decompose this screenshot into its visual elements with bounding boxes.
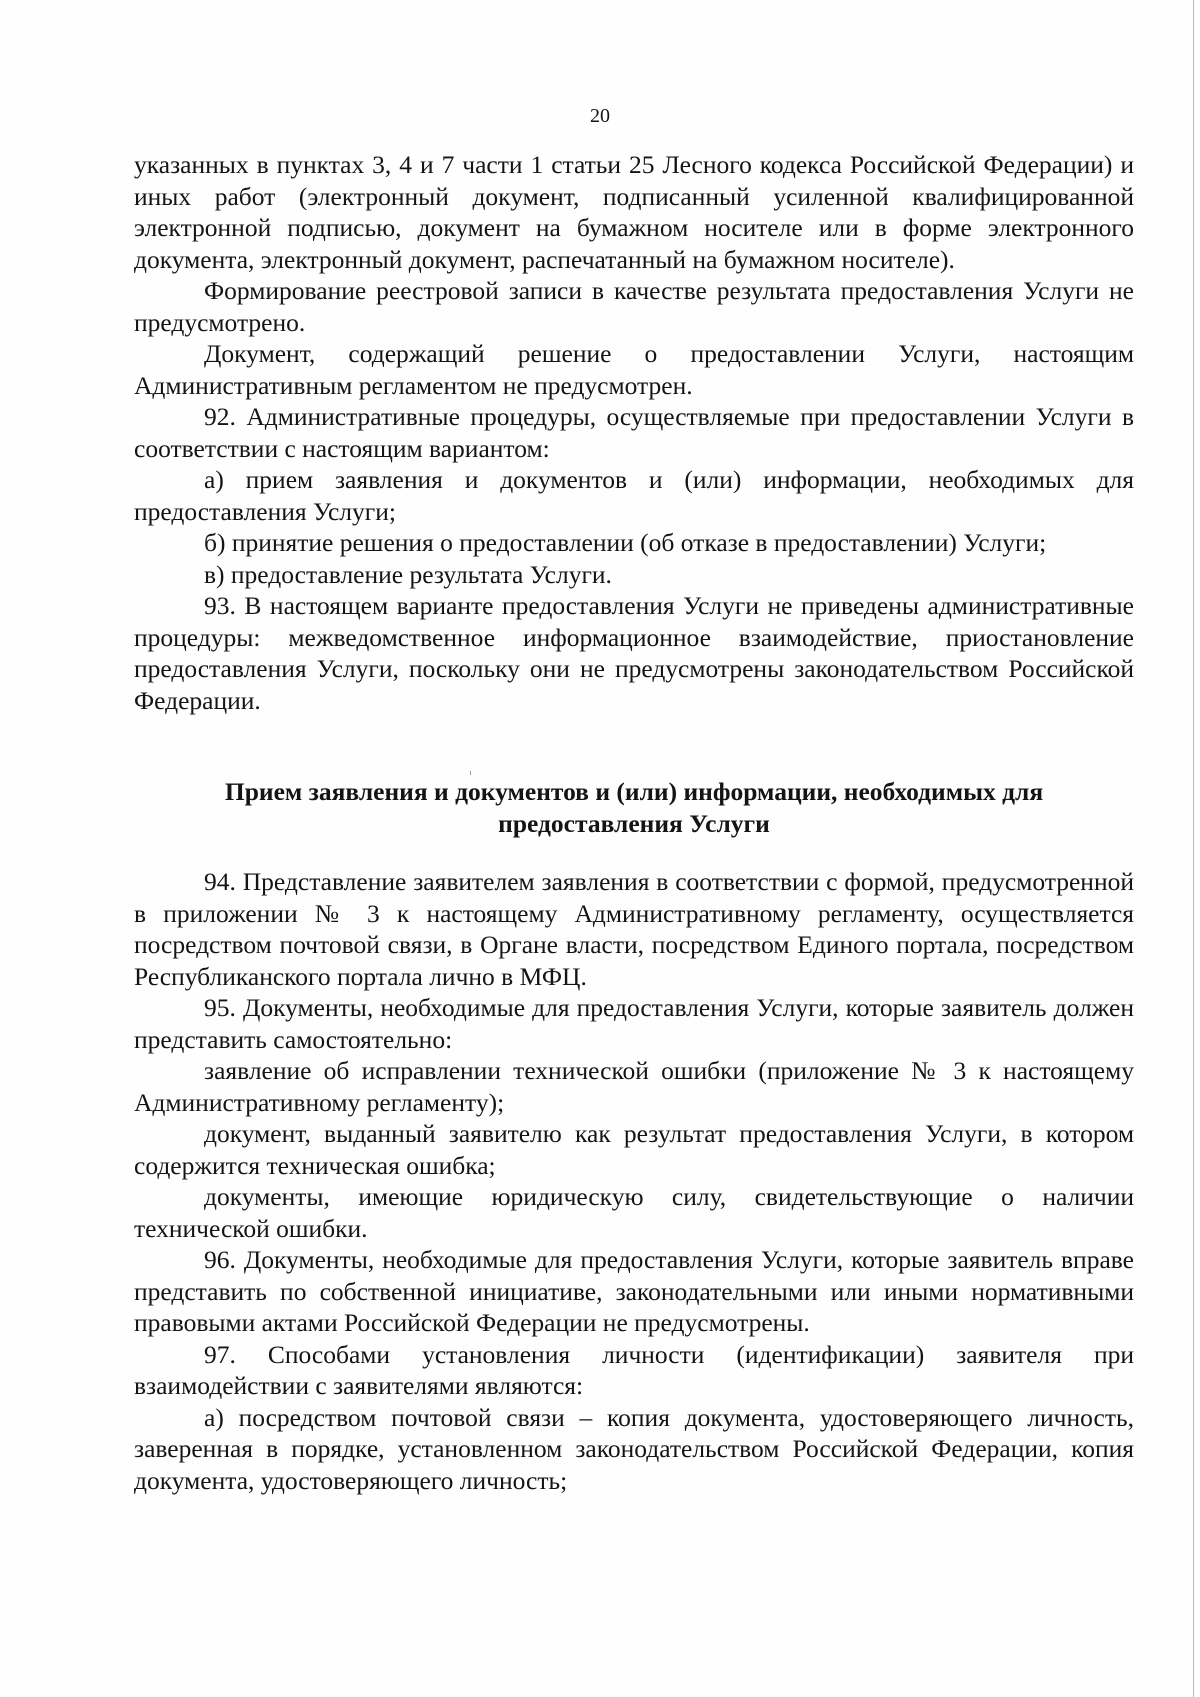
- paragraph-92: 92. Административные процедуры, осуществляемые при предоставлении Услуги в соответствии с настоящим вариантом:: [134, 402, 1134, 463]
- paragraph-97: 97. Способами установления личности (идентификации) заявителя при взаимодействии с заявителями являются:: [134, 1339, 1134, 1400]
- page-number: 20: [590, 105, 610, 127]
- list-item-legal-documents: документы, имеющие юридическую силу, свидетельствующие о наличии технической ошибки.: [134, 1182, 1134, 1243]
- list-item-application: заявление об исправлении технической ошибки (приложение № 3 к настоящему Административному регламенту);: [134, 1056, 1134, 1117]
- list-item-b: б) принятие решения о предоставлении (об отказе в предоставлении) Услуги;: [204, 528, 1047, 557]
- list-item-postal: а) посредством почтовой связи – копия документа, удостоверяющего личность, заверенная в порядке, установленном законодательством Российской Федерации, копия документа, удостоверяющего личность;: [134, 1402, 1134, 1495]
- document-body: [134, 149, 1134, 1496]
- list-item-issued-document: документ, выданный заявителю как результат предоставления Услуги, в котором содержится техническая ошибка;: [134, 1119, 1134, 1180]
- paragraph-93: 93. В настоящем варианте предоставления Услуги не приведены административные процедуры: межведомственное информационное взаимодействие, приостановление предоставления Услуги, поскольку они не предусмотрены законодательством Российской Федерации.: [134, 591, 1134, 715]
- scan-speck: [470, 771, 471, 775]
- paragraph-96: 96. Документы, необходимые для предоставления Услуги, которые заявитель вправе представить по собственной инициативе, законодательными или иными нормативными правовыми актами Российской Федерации не предусмотрены.: [134, 1245, 1134, 1337]
- spacer: [134, 716, 1134, 776]
- paragraph-registry-record: Формирование реестровой записи в качестве результата предоставления Услуги не предусмотрено.: [134, 276, 1134, 337]
- list-item-v: в) предоставление результата Услуги.: [204, 559, 612, 589]
- list-item-a: а) прием заявления и документов и (или) информации, необходимых для предоставления Услуги;: [134, 465, 1134, 526]
- spacer: [134, 839, 1134, 866]
- paragraph-continuation: указанных в пунктах 3, 4 и 7 части 1 статьи 25 Лесного кодекса Российской Федерации) и иных работ (электронный документ, подписанный усиленной квалифицированной электронной подписью, документ на бумажном носителе или в форме электронного документа, электронный документ, распечатанный на бумажном носителе).: [134, 150, 1134, 274]
- section-heading: Прием заявления и документов и (или) информации, необходимых для предоставления Услуги: [224, 777, 1044, 838]
- scan-edge-line: [1193, 0, 1194, 1697]
- paragraph-95: 95. Документы, необходимые для предоставления Услуги, которые заявитель должен представить самостоятельно:: [134, 993, 1134, 1054]
- paragraph-decision-document: Документ, содержащий решение о предоставлении Услуги, настоящим Административным регламентом не предусмотрен.: [134, 339, 1134, 400]
- paragraph-94: 94. Представление заявителем заявления в соответствии с формой, предусмотренной в приложении № 3 к настоящему Административному регламенту, осуществляется посредством почтовой связи, в Органе власти, посредством Единого портала, посредством Республиканского портала лично в МФЦ.: [134, 867, 1134, 991]
